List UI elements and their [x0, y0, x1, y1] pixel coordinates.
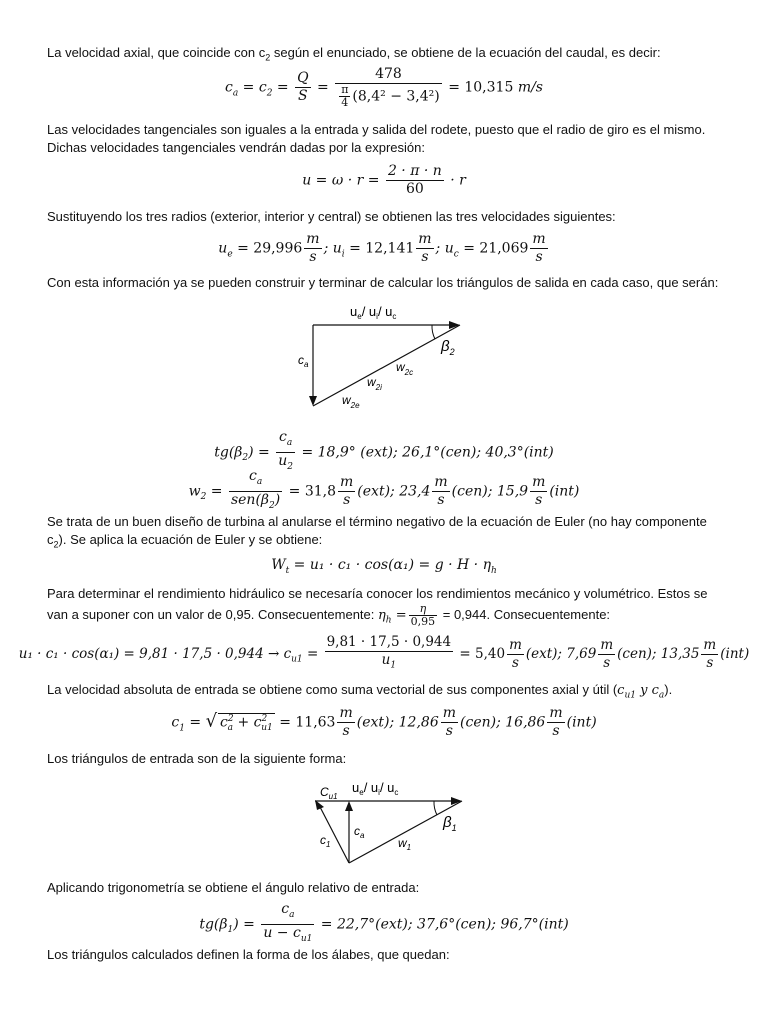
text: = 31,8 [288, 483, 337, 500]
paragraph-inlet-angle: Aplicando trigonometría se obtiene el ángulo relativo de entrada: [47, 880, 420, 895]
text: (int) [549, 483, 580, 500]
text: (ext); 23,4 [357, 483, 431, 500]
text: 2 [265, 52, 271, 63]
text: = 0,944. Consecuentemente: [439, 606, 611, 622]
beta2-label: $\beta_2$ [441, 338, 455, 357]
equation-beta2: $tg(\beta_2)$ = $\frac{c_a}{u_2}$ = 18,9° (ext); 26,1°(cen); 40,3°(int) [214, 429, 554, 472]
text: Q [297, 70, 309, 86]
text: (cen); 15,9 [451, 483, 529, 500]
text: = 11,63 [279, 714, 336, 731]
beta1-label: $\beta_1$ [443, 814, 457, 833]
equation-c1: $c_1$ = √ $c^2_a + c^2_{u1} = 11,63$ $\frac{m}{s}$ (ext); 12,86 $\frac{m}{s}$ (cen); 16,86 $\frac{m}{s}$ (int) [171, 705, 597, 739]
equation-cu1: $u_1 \cdot c_1 \cdot \cos(\alpha_1) = 9,81 \cdot 17,5 \cdot 0,944 \to c_{u1}$ = $\frac{9,81 \cdot 17,5 \cdot 0,944}{u_1}$ = 5,40 $\frac{m}{s}$ (ext); 7,69 $\frac{m}{s}$ (cen); 13,35 $\frac{m}{s}$ (int) [18, 634, 750, 671]
text: (int) [720, 645, 750, 662]
text: = 22,7°(ext); 37,6°(cen); 96,7°(int) [320, 916, 569, 933]
text: c [47, 532, 54, 547]
text: (ext); 12,86 [356, 714, 439, 731]
text: = 29,996 [237, 240, 303, 257]
text: ). Se aplica la ecuación de Euler y se obtiene: [58, 532, 323, 547]
w2e-label: $w_{2e}$ [342, 393, 360, 410]
ca-label: $c_a$ [298, 353, 309, 369]
w2c-label: $w_{2c}$ [396, 360, 414, 377]
text: = 12,141 [349, 240, 415, 257]
paragraph-efficiency: Para determinar el rendimiento hidráulico se necesaría conocer los rendimientos mecánico y volumétrico. Estos se van a suponer con un valor de 0,95. Consecuentemente: $\eta_h$ = $\frac{\eta}{0,95}$ = 0,944. Consecuentemente: [47, 586, 708, 628]
text: 60 [405, 181, 424, 197]
equation-three-velocities: $u_e = 29,996$ $\frac{m}{s}$ ; $u_i = 12,141$ $\frac{m}{s}$ ; $u_c = 21,069$ $\frac{m}{s}$ [218, 231, 546, 265]
text: = 5,40 [459, 645, 506, 662]
w2i-label: $w_{2i}$ [367, 375, 382, 392]
ca-arrowhead [345, 801, 353, 811]
w2-vector [313, 325, 460, 406]
equation-w2: $w_2$ = $\frac{c_a}{sen(\beta_2)}$ = 31,8 $\frac{m}{s}$ (ext); 23,4 $\frac{m}{s}$ (cen); 15,9 $\frac{m}{s}$ (int) [188, 468, 580, 511]
u-label: $u_e/$ $u_i/$ $u_c$ [352, 780, 399, 797]
cu1-label: $C_{u1}$ [320, 785, 338, 801]
text: (ext); 7,69 [525, 645, 597, 662]
text: = u₁ · c₁ · cos(α₁) = g · H · η [293, 557, 491, 573]
beta1-arc [434, 801, 437, 815]
equation-beta1: $tg(\beta_1)$ = $\frac{c_a}{u - c_{u1}}$ = 22,7°(ext); 37,6°(cen); 96,7°(int) [199, 901, 569, 944]
c1-label: $c_1$ [320, 833, 331, 849]
paragraph-euler [47, 513, 727, 554]
text: 9,81 · 17,5 · 0,944 [326, 634, 452, 650]
text: = 18,9° (ext); 26,1°(cen); 40,3°(int) [301, 444, 554, 461]
text: = 21,069 [463, 240, 529, 257]
outlet-velocity-triangle-diagram [292, 298, 472, 416]
text: 2 · π · n [387, 163, 442, 179]
text: = 10,315 [448, 79, 514, 96]
equation-axial-velocity: $c_a = c_2$ = $\frac{Q}{S}$ = 478 $\frac{\pi}{4}$ (8,4² − 3,4²) = 10,315 m/s [224, 66, 543, 109]
text: según el enunciado, se obtiene de la ecuación del caudal, es decir: [270, 45, 661, 60]
paragraph-three-radii: Sustituyendo los tres radios (exterior, interior y central) se obtienen las tres velocidades siguientes: [47, 209, 616, 224]
paragraph-inlet-triangles: Los triángulos de entrada son de la siguiente forma: [47, 751, 347, 766]
text: (int) [566, 714, 597, 731]
w1-vector [349, 801, 462, 863]
beta2-arc [432, 325, 435, 339]
paragraph-axial-velocity [47, 44, 727, 67]
text: Las velocidades tangenciales son iguales a la entrada y salida del rodete, puesto que el radio de giro es el mismo. [47, 122, 706, 137]
fraction-pi-4: $\frac{\pi}{4}$ [341, 83, 349, 109]
paragraph-outlet-triangles: Con esta información ya se pueden construir y terminar de calcular los triángulos de salida en cada caso, que serán: [47, 275, 719, 290]
text: Se trata de un buen diseño de turbina al anularse el término negativo de la ecuación de Euler (no hay componente [47, 514, 707, 529]
text: Para determinar el rendimiento hidráulico se necesaría conocer los rendimientos mecánico y volumétrico. Estos se [47, 586, 708, 601]
equation-tangential-velocity: u = ω · r = $\frac{2 \cdot \pi \cdot n}{60}$ · r [302, 163, 466, 197]
paragraph-tangential-velocity [47, 121, 727, 157]
text: 2 [53, 539, 59, 550]
u-label: $u_e/$ $u_i/$ $u_c$ [350, 304, 397, 321]
text: (cen); 13,35 [617, 645, 700, 662]
text: Dichas velocidades tangenciales vendrán dadas por la expresión: [47, 140, 425, 155]
paragraph-blades: Los triángulos calculados definen la forma de los álabes, que quedan: [47, 947, 450, 962]
fraction-q-s [295, 70, 310, 105]
text: (cen); 16,86 [460, 714, 546, 731]
text: S [298, 88, 308, 104]
fraction-area [335, 66, 442, 109]
text: 478 [335, 66, 442, 84]
ca-label: $c_a$ [354, 824, 365, 840]
text: van a suponer con un valor de 0,95. Consecuentemente: [47, 606, 378, 622]
text: ). [664, 682, 673, 697]
w1-label: $w_1$ [398, 836, 412, 852]
text: La velocidad axial, que coincide con c [47, 45, 266, 60]
text: u₁ · c₁ · cos(α₁) = 9,81 · 17,5 · 0,944 → c [18, 645, 292, 662]
paragraph-absolute-velocity: La velocidad absoluta de entrada se obtiene como suma vectorial de sus componentes axial y útil ($c_{u1}$ y $c_a$). [47, 682, 673, 701]
inlet-velocity-triangle-diagram [312, 774, 474, 874]
text: (8,4² − 3,4²) [352, 88, 440, 105]
fraction-omega [386, 163, 444, 198]
text: m/s [517, 79, 543, 96]
equation-euler: $W_t = u_1 \cdot c_1 \cdot \cos(\alpha_1) = g \cdot H \cdot \eta_h$ [271, 557, 497, 576]
text: La velocidad absoluta de entrada se obtiene como suma vectorial de sus componentes axial y útil ( [47, 682, 618, 697]
